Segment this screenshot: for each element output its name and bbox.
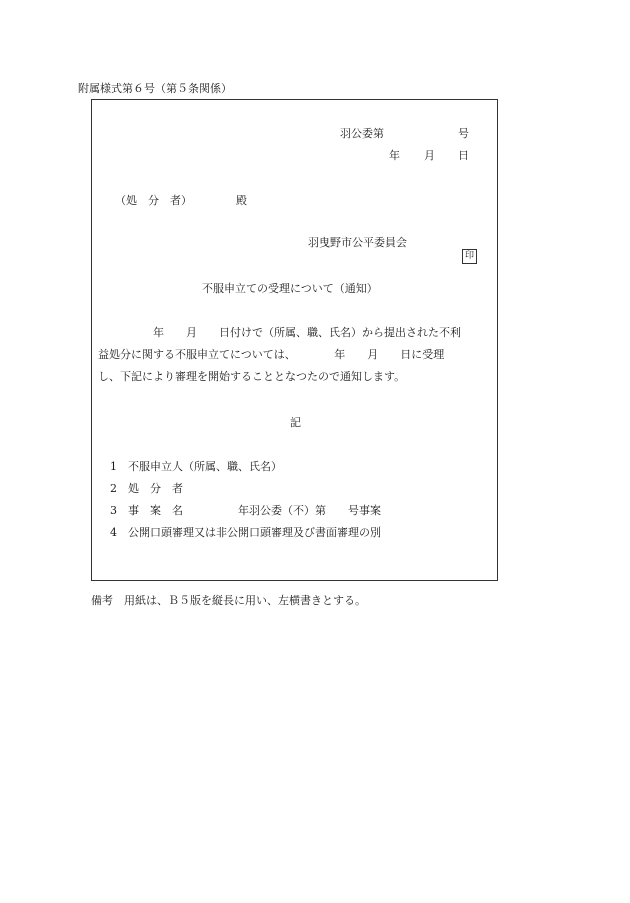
- body-line-2: 益処分に関する不服申立てについては、 年 月 日に受理: [98, 348, 445, 361]
- item-1: 1 不服申立人（所属、職、氏名）: [110, 460, 282, 473]
- issuer: 羽曳野市公平委員会: [308, 236, 407, 249]
- item-4: 4 公開口頭審理又は非公開口頭審理及び書面審理の別: [110, 526, 381, 539]
- honorific: 殿: [236, 194, 247, 207]
- remark: 備考 用紙は、Ｂ５版を縦長に用い、左横書きとする。: [91, 594, 366, 607]
- seal-mark: 印: [462, 249, 477, 264]
- body-line-3: し、下記により審理を開始することとなつたので通知します。: [98, 370, 406, 383]
- item-2: 2 処 分 者: [110, 482, 183, 495]
- date-year: 年: [389, 149, 400, 162]
- date-day: 日: [458, 149, 469, 162]
- addressee: （処 分 者）: [115, 194, 192, 207]
- date-month: 月: [424, 149, 435, 162]
- seal-box: [455, 235, 477, 264]
- body-line-1: 年 月 日付けで（所属、職、氏名）から提出された不利: [98, 326, 461, 339]
- ki-label: 記: [290, 416, 301, 429]
- notice-title: 不服申立ての受理について（通知）: [202, 282, 378, 295]
- form-label: 附属様式第６号（第５条関係）: [78, 82, 232, 95]
- doc-number-suffix: 号: [458, 127, 469, 140]
- item-3: 3 事 案 名 年羽公委（不）第 号事案: [110, 504, 381, 517]
- doc-number-prefix: 羽公委第: [340, 127, 384, 140]
